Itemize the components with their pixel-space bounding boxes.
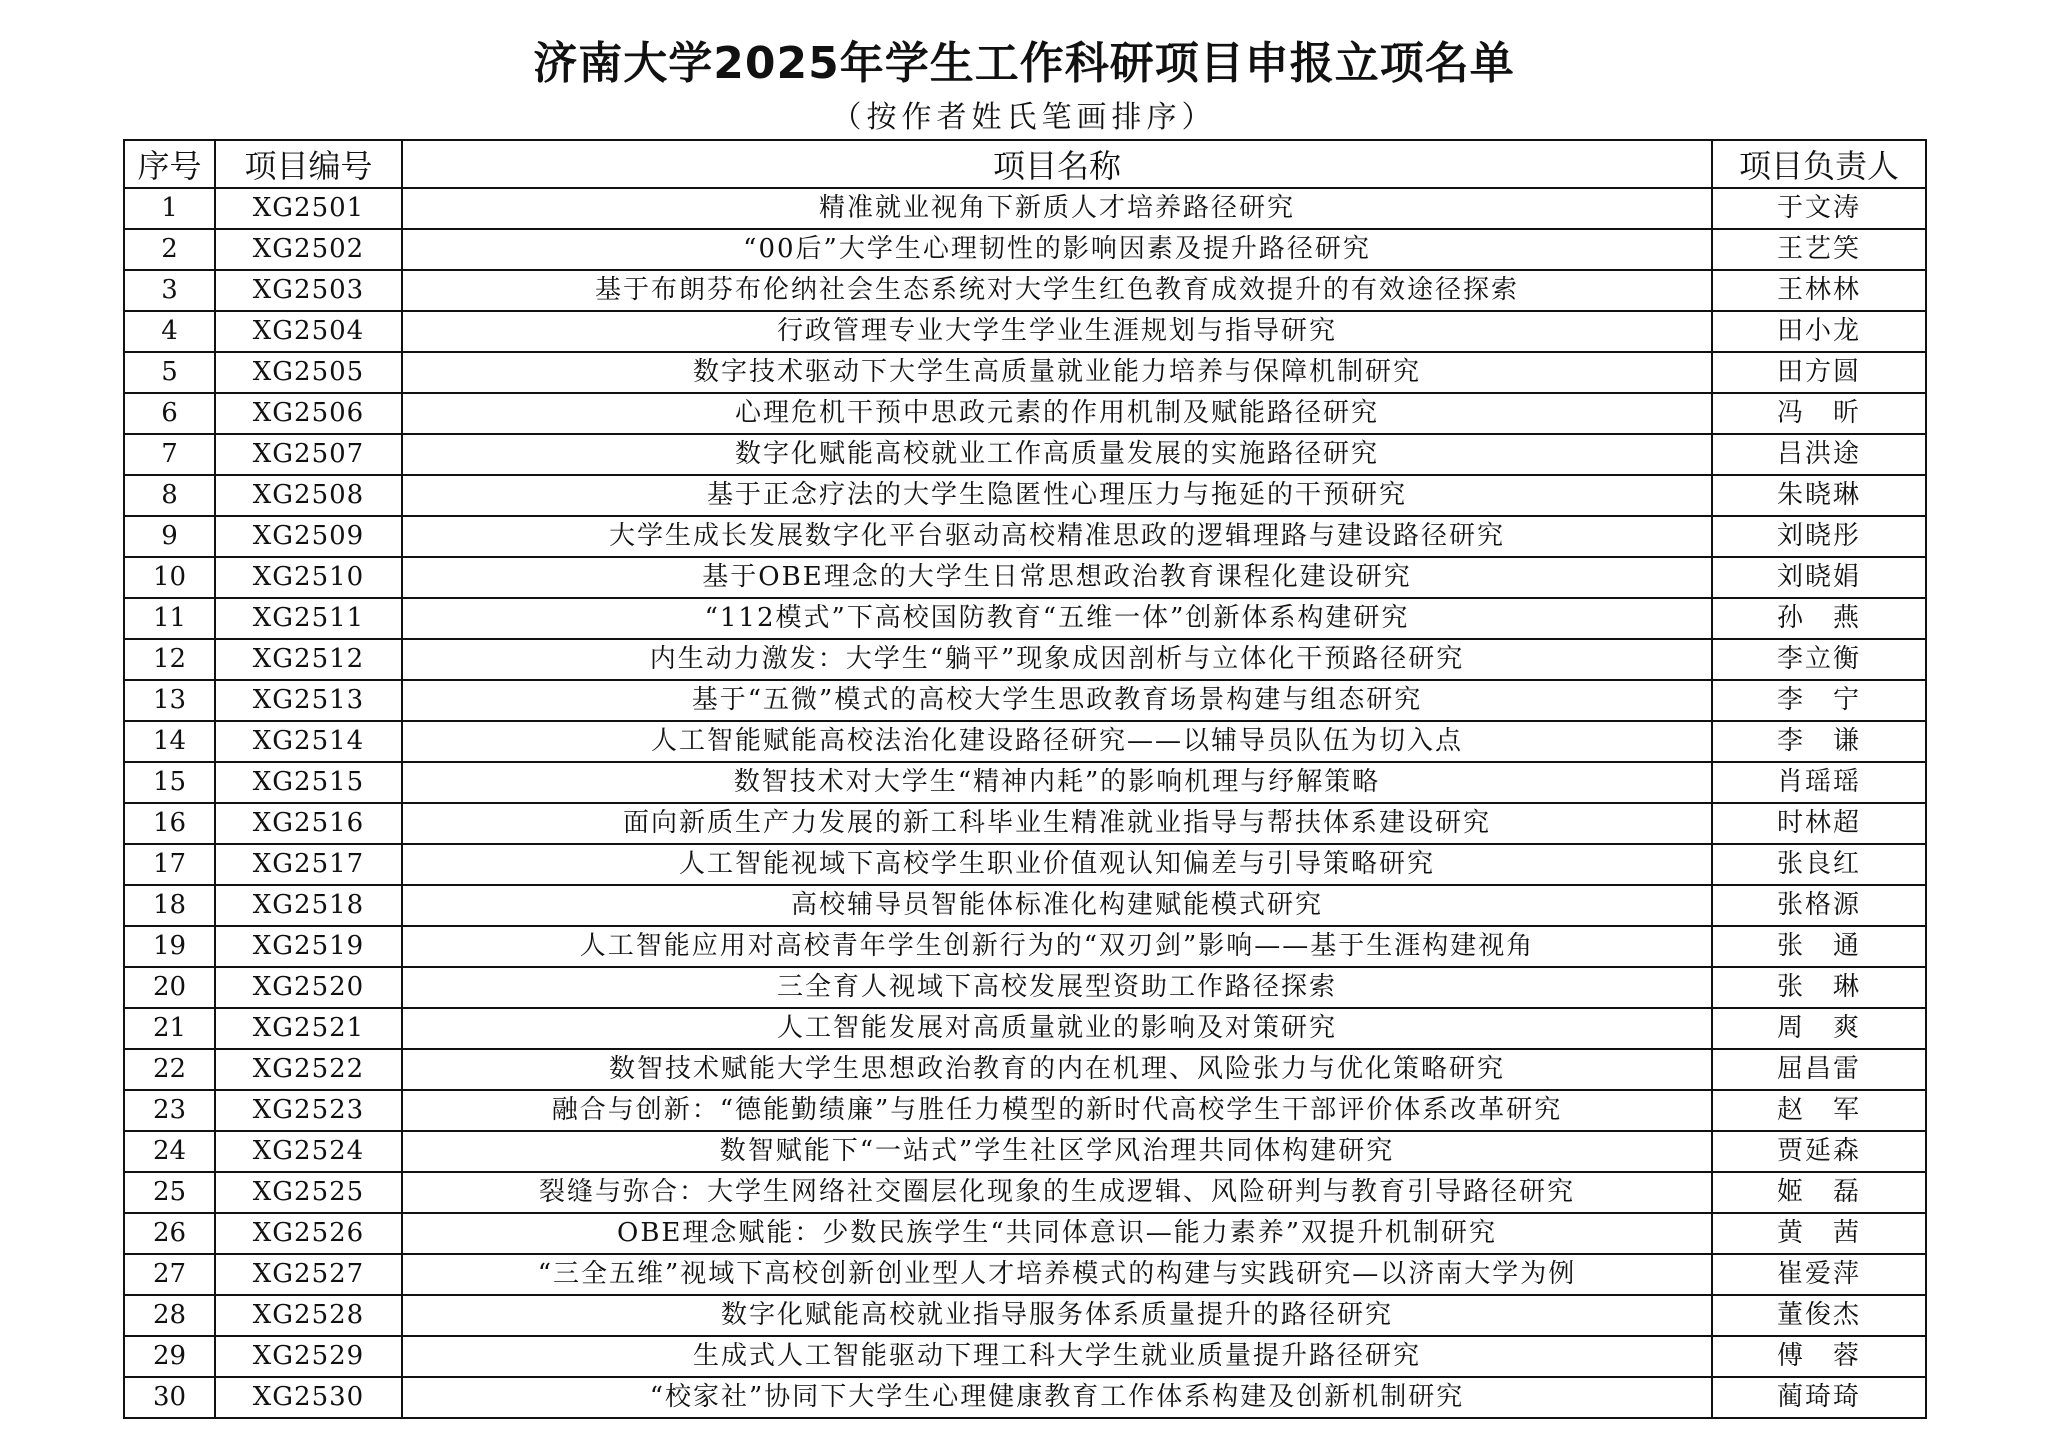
project-code: XG2530 (215, 1377, 402, 1418)
project-name: 精准就业视角下新质人才培养路径研究 (402, 188, 1712, 229)
project-leader: 张 通 (1712, 926, 1926, 967)
project-name: 数智技术赋能大学生思想政治教育的内在机理、风险张力与优化策略研究 (402, 1049, 1712, 1090)
project-name: 基于正念疗法的大学生隐匿性心理压力与拖延的干预研究 (402, 475, 1712, 516)
project-name: 数字技术驱动下大学生高质量就业能力培养与保障机制研究 (402, 352, 1712, 393)
project-code: XG2506 (215, 393, 402, 434)
project-leader: 刘晓娟 (1712, 557, 1926, 598)
table-body (124, 188, 1926, 1418)
row-index: 30 (124, 1377, 215, 1418)
table-row (124, 434, 1926, 475)
table-row (124, 598, 1926, 639)
project-leader: 肖瑶瑶 (1712, 762, 1926, 803)
table-row (124, 1336, 1926, 1377)
header-row (124, 140, 1926, 188)
project-leader: 黄 茜 (1712, 1213, 1926, 1254)
project-code: XG2528 (215, 1295, 402, 1336)
project-leader: 吕洪途 (1712, 434, 1926, 475)
row-index: 15 (124, 762, 215, 803)
row-index: 14 (124, 721, 215, 762)
row-index: 2 (124, 229, 215, 270)
row-index: 24 (124, 1131, 215, 1172)
row-index: 28 (124, 1295, 215, 1336)
table-row (124, 475, 1926, 516)
project-leader: 田方圆 (1712, 352, 1926, 393)
row-index: 27 (124, 1254, 215, 1295)
project-leader: 孙 燕 (1712, 598, 1926, 639)
table-row (124, 1377, 1926, 1418)
row-index: 22 (124, 1049, 215, 1090)
project-name: 高校辅导员智能体标准化构建赋能模式研究 (402, 885, 1712, 926)
project-leader: 朱晓琳 (1712, 475, 1926, 516)
project-leader: 时林超 (1712, 803, 1926, 844)
table-row (124, 516, 1926, 557)
project-code: XG2504 (215, 311, 402, 352)
project-name: 人工智能应用对高校青年学生创新行为的“双刃剑”影响——基于生涯构建视角 (402, 926, 1712, 967)
table-header (124, 140, 1926, 188)
project-leader: 张 琳 (1712, 967, 1926, 1008)
project-name: 数智赋能下“一站式”学生社区学风治理共同体构建研究 (402, 1131, 1712, 1172)
row-index: 1 (124, 188, 215, 229)
project-code: XG2521 (215, 1008, 402, 1049)
project-code: XG2505 (215, 352, 402, 393)
project-code: XG2511 (215, 598, 402, 639)
project-code: XG2524 (215, 1131, 402, 1172)
project-leader: 姬 磊 (1712, 1172, 1926, 1213)
row-index: 13 (124, 680, 215, 721)
page-subtitle: （按作者姓氏笔画排序） (831, 100, 1217, 135)
project-name: 数字化赋能高校就业工作高质量发展的实施路径研究 (402, 434, 1712, 475)
project-name: 数智技术对大学生“精神内耗”的影响机理与纾解策略 (402, 762, 1712, 803)
table-row (124, 721, 1926, 762)
project-leader: 王林林 (1712, 270, 1926, 311)
header-name: 项目名称 (402, 140, 1712, 188)
project-leader: 屈昌雷 (1712, 1049, 1926, 1090)
table-row (124, 885, 1926, 926)
table-row (124, 1254, 1926, 1295)
table-row (124, 926, 1926, 967)
project-leader: 傅 蓉 (1712, 1336, 1926, 1377)
header-leader: 项目负责人 (1712, 140, 1926, 188)
project-name: 三全育人视域下高校发展型资助工作路径探索 (402, 967, 1712, 1008)
project-code: XG2525 (215, 1172, 402, 1213)
header-index: 序号 (124, 140, 215, 188)
project-leader: 于文涛 (1712, 188, 1926, 229)
row-index: 8 (124, 475, 215, 516)
table-row (124, 762, 1926, 803)
row-index: 17 (124, 844, 215, 885)
row-index: 29 (124, 1336, 215, 1377)
row-index: 7 (124, 434, 215, 475)
project-code: XG2514 (215, 721, 402, 762)
project-leader: 李 宁 (1712, 680, 1926, 721)
header-code: 项目编号 (215, 140, 402, 188)
table-row (124, 393, 1926, 434)
project-name: 基于布朗芬布伦纳社会生态系统对大学生红色教育成效提升的有效途径探索 (402, 270, 1712, 311)
project-code: XG2518 (215, 885, 402, 926)
project-list-table (123, 139, 1927, 1419)
project-leader: 张良红 (1712, 844, 1926, 885)
table-row (124, 229, 1926, 270)
project-code: XG2519 (215, 926, 402, 967)
project-code: XG2509 (215, 516, 402, 557)
project-leader: 周 爽 (1712, 1008, 1926, 1049)
project-code: XG2502 (215, 229, 402, 270)
row-index: 3 (124, 270, 215, 311)
row-index: 4 (124, 311, 215, 352)
project-code: XG2508 (215, 475, 402, 516)
table-row (124, 1295, 1926, 1336)
row-index: 9 (124, 516, 215, 557)
project-name: 面向新质生产力发展的新工科毕业生精准就业指导与帮扶体系建设研究 (402, 803, 1712, 844)
table-row (124, 1090, 1926, 1131)
project-leader: 刘晓彤 (1712, 516, 1926, 557)
project-leader: 李 谦 (1712, 721, 1926, 762)
project-code: XG2526 (215, 1213, 402, 1254)
table-row (124, 1213, 1926, 1254)
project-name: “112模式”下高校国防教育“五维一体”创新体系构建研究 (402, 598, 1712, 639)
project-code: XG2501 (215, 188, 402, 229)
project-code: XG2515 (215, 762, 402, 803)
row-index: 23 (124, 1090, 215, 1131)
project-name: 行政管理专业大学生学业生涯规划与指导研究 (402, 311, 1712, 352)
table-row (124, 967, 1926, 1008)
project-leader: 冯 昕 (1712, 393, 1926, 434)
project-leader: 董俊杰 (1712, 1295, 1926, 1336)
project-name: 人工智能发展对高质量就业的影响及对策研究 (402, 1008, 1712, 1049)
table-row (124, 1172, 1926, 1213)
project-name: 内生动力激发：大学生“躺平”现象成因剖析与立体化干预路径研究 (402, 639, 1712, 680)
page-title: 济南大学2025年学生工作科研项目申报立项名单 (533, 38, 1515, 89)
project-name: “校家社”协同下大学生心理健康教育工作体系构建及创新机制研究 (402, 1377, 1712, 1418)
project-name: 心理危机干预中思政元素的作用机制及赋能路径研究 (402, 393, 1712, 434)
project-name: OBE理念赋能：少数民族学生“共同体意识—能力素养”双提升机制研究 (402, 1213, 1712, 1254)
project-leader: 贾延森 (1712, 1131, 1926, 1172)
table-row (124, 844, 1926, 885)
table-row (124, 270, 1926, 311)
row-index: 11 (124, 598, 215, 639)
project-code: XG2520 (215, 967, 402, 1008)
project-code: XG2512 (215, 639, 402, 680)
project-name: 裂缝与弥合：大学生网络社交圈层化现象的生成逻辑、风险研判与教育引导路径研究 (402, 1172, 1712, 1213)
table-row (124, 1131, 1926, 1172)
project-name: 人工智能赋能高校法治化建设路径研究——以辅导员队伍为切入点 (402, 721, 1712, 762)
project-name: “00后”大学生心理韧性的影响因素及提升路径研究 (402, 229, 1712, 270)
row-index: 10 (124, 557, 215, 598)
project-leader: 赵 军 (1712, 1090, 1926, 1131)
project-leader: 田小龙 (1712, 311, 1926, 352)
row-index: 6 (124, 393, 215, 434)
project-code: XG2516 (215, 803, 402, 844)
table-row (124, 1049, 1926, 1090)
table-row (124, 639, 1926, 680)
project-leader: 张格源 (1712, 885, 1926, 926)
row-index: 18 (124, 885, 215, 926)
project-code: XG2522 (215, 1049, 402, 1090)
project-name: 数字化赋能高校就业指导服务体系质量提升的路径研究 (402, 1295, 1712, 1336)
project-code: XG2517 (215, 844, 402, 885)
row-index: 12 (124, 639, 215, 680)
project-name: 生成式人工智能驱动下理工科大学生就业质量提升路径研究 (402, 1336, 1712, 1377)
table-row (124, 557, 1926, 598)
row-index: 5 (124, 352, 215, 393)
table-row (124, 352, 1926, 393)
project-leader: 崔爱萍 (1712, 1254, 1926, 1295)
row-index: 21 (124, 1008, 215, 1049)
project-code: XG2529 (215, 1336, 402, 1377)
row-index: 16 (124, 803, 215, 844)
project-code: XG2507 (215, 434, 402, 475)
table-row (124, 803, 1926, 844)
row-index: 25 (124, 1172, 215, 1213)
row-index: 20 (124, 967, 215, 1008)
row-index: 19 (124, 926, 215, 967)
project-leader: 蔺琦琦 (1712, 1377, 1926, 1418)
table-row (124, 188, 1926, 229)
project-name: 基于“五微”模式的高校大学生思政教育场景构建与组态研究 (402, 680, 1712, 721)
table-row (124, 680, 1926, 721)
project-code: XG2527 (215, 1254, 402, 1295)
project-name: 人工智能视域下高校学生职业价值观认知偏差与引导策略研究 (402, 844, 1712, 885)
project-name: 基于OBE理念的大学生日常思想政治教育课程化建设研究 (402, 557, 1712, 598)
table-row (124, 311, 1926, 352)
table-row (124, 1008, 1926, 1049)
project-leader: 王艺笑 (1712, 229, 1926, 270)
project-leader: 李立衡 (1712, 639, 1926, 680)
project-code: XG2510 (215, 557, 402, 598)
project-code: XG2523 (215, 1090, 402, 1131)
project-code: XG2513 (215, 680, 402, 721)
project-name: 大学生成长发展数字化平台驱动高校精准思政的逻辑理路与建设路径研究 (402, 516, 1712, 557)
project-name: 融合与创新：“德能勤绩廉”与胜任力模型的新时代高校学生干部评价体系改革研究 (402, 1090, 1712, 1131)
row-index: 26 (124, 1213, 215, 1254)
project-code: XG2503 (215, 270, 402, 311)
project-name: “三全五维”视域下高校创新创业型人才培养模式的构建与实践研究—以济南大学为例 (402, 1254, 1712, 1295)
